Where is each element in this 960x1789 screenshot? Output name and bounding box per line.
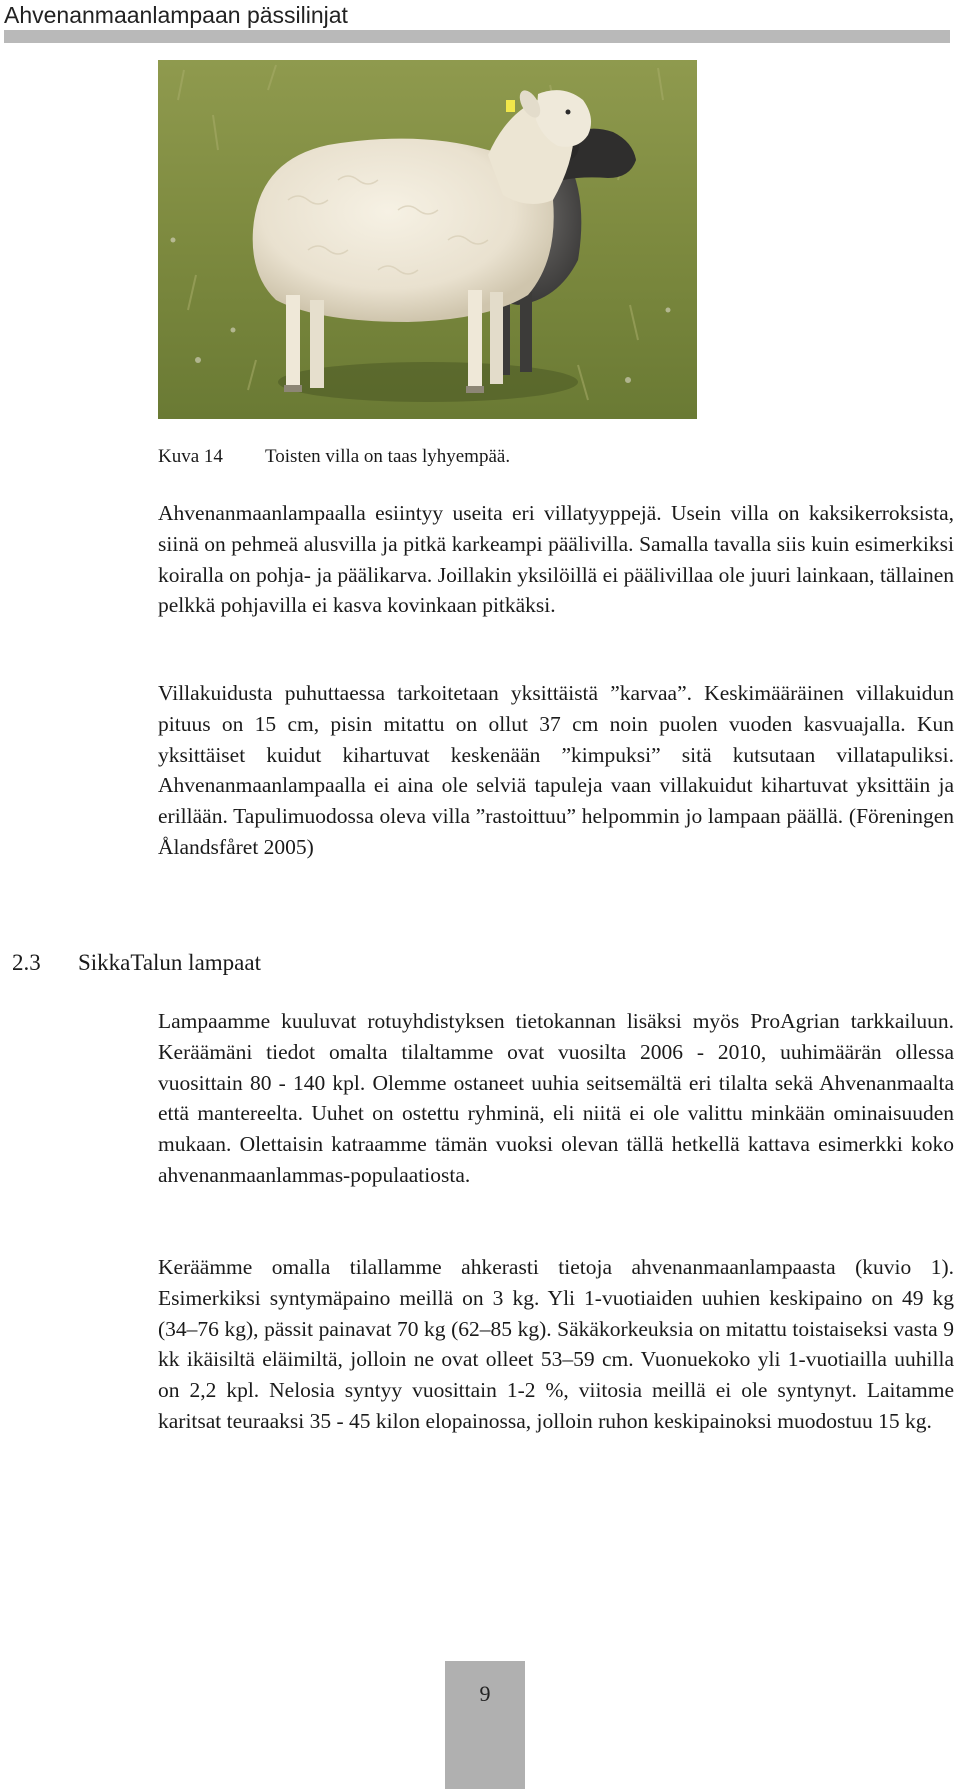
figure-caption xyxy=(158,446,510,468)
section-heading xyxy=(12,950,261,976)
paragraph-wool-types: Ahvenanmaanlampaalla esiintyy useita eri villatyyppejä. Usein villa on kaksikerroksista, siinä on pehmeä alusvilla ja pitkä karkeampi päälivilla. Samalla tavalla siis kuin esimerkiksi koiralla on pohja- ja päälikarva. Joillakin yksilöillä ei päälivillaa ole juuri lainkaan, tällainen pelkkä pohjavilla ei kasva kovinkaan pitkäksi. xyxy=(158,501,954,618)
page-number: 9 xyxy=(479,1681,491,1706)
figure-label: Kuva 14 xyxy=(158,446,223,467)
page-number-box xyxy=(445,1661,525,1789)
paragraph-farm-statistics: Keräämme omalla tilallamme ahkerasti tietoja ahvenanmaanlampaasta (kuvio 1). Esimerkiksi syntymäpaino meillä on 3 kg. Yli 1-vuotiaiden uuhien keskipaino on 49 kg (34–76 kg), pässit painavat 70 kg (62–85 kg). Säkäkorkeuksia on mitattu toistaiseksi vasta 9 kk ikäisiltä eläimiltä, jolloin ne ovat olleet 53–59 cm. Vuonuekoko yli 1-vuotiailla uuhilla on 2,2 kpl. Nelosia syntyy vuosittain 1-2 %, viitosia meillä ei ole syntynyt. Laitamme karitsat teuraaksi 35 - 45 kilon elopainossa, jolloin ruhon keskipainoksi muodostuu 15 kg. xyxy=(158,1255,954,1433)
paragraph-flock-data: Lampaamme kuuluvat rotuyhdistyksen tietokannan lisäksi myös ProAgrian tarkkailuun. Keräämäni tiedot omalta tilaltamme ovat vuosilta 2006 - 2010, uuhimäärän ollessa vuosittain 80 - 140 kpl. Olemme ostaneet uuhia seitsemältä eri tilalta sekä Ahvenanmaalta että mantereelta. Uuhet on ostettu ryhminä, eli niitä ei ole valittu minkään ominaisuuden mukaan. Olettaisin katraamme tämän vuoksi olevan tällä hetkellä kattava esimerkki koko ahvenanmaanlammas-populaatiosta. xyxy=(158,1009,954,1187)
paragraph-wool-fiber: Villakuidusta puhuttaessa tarkoitetaan yksittäistä ”karvaa”. Keskimääräinen villakuidun pituus on 15 cm, pisin mitattu on ollut 37 cm noin puolen vuoden kasvuajalla. Kun yksittäiset kuidut kihartuvat keskenään ”kimpuksi” sitä kutsutaan villatapuliksi. Ahvenanmaanlampaalla ei aina ole selviä tapuleja vaan villakuidut kihartuvat yksittäin ja erillään. Tapulimuodossa oleva villa ”rastoittuu” helpommin jo lampaan päällä. (Föreningen Ålandsfåret 2005) xyxy=(158,681,954,859)
section-title: SikkaTalun lampaat xyxy=(78,950,261,975)
sheep-photo xyxy=(158,60,697,419)
figure-caption-text: Toisten villa on taas lyhyempää. xyxy=(265,446,511,467)
section-number: 2.3 xyxy=(12,950,41,975)
running-header: Ahvenanmaanlampaan pässilinjat xyxy=(4,2,348,28)
header-rule xyxy=(4,30,950,43)
